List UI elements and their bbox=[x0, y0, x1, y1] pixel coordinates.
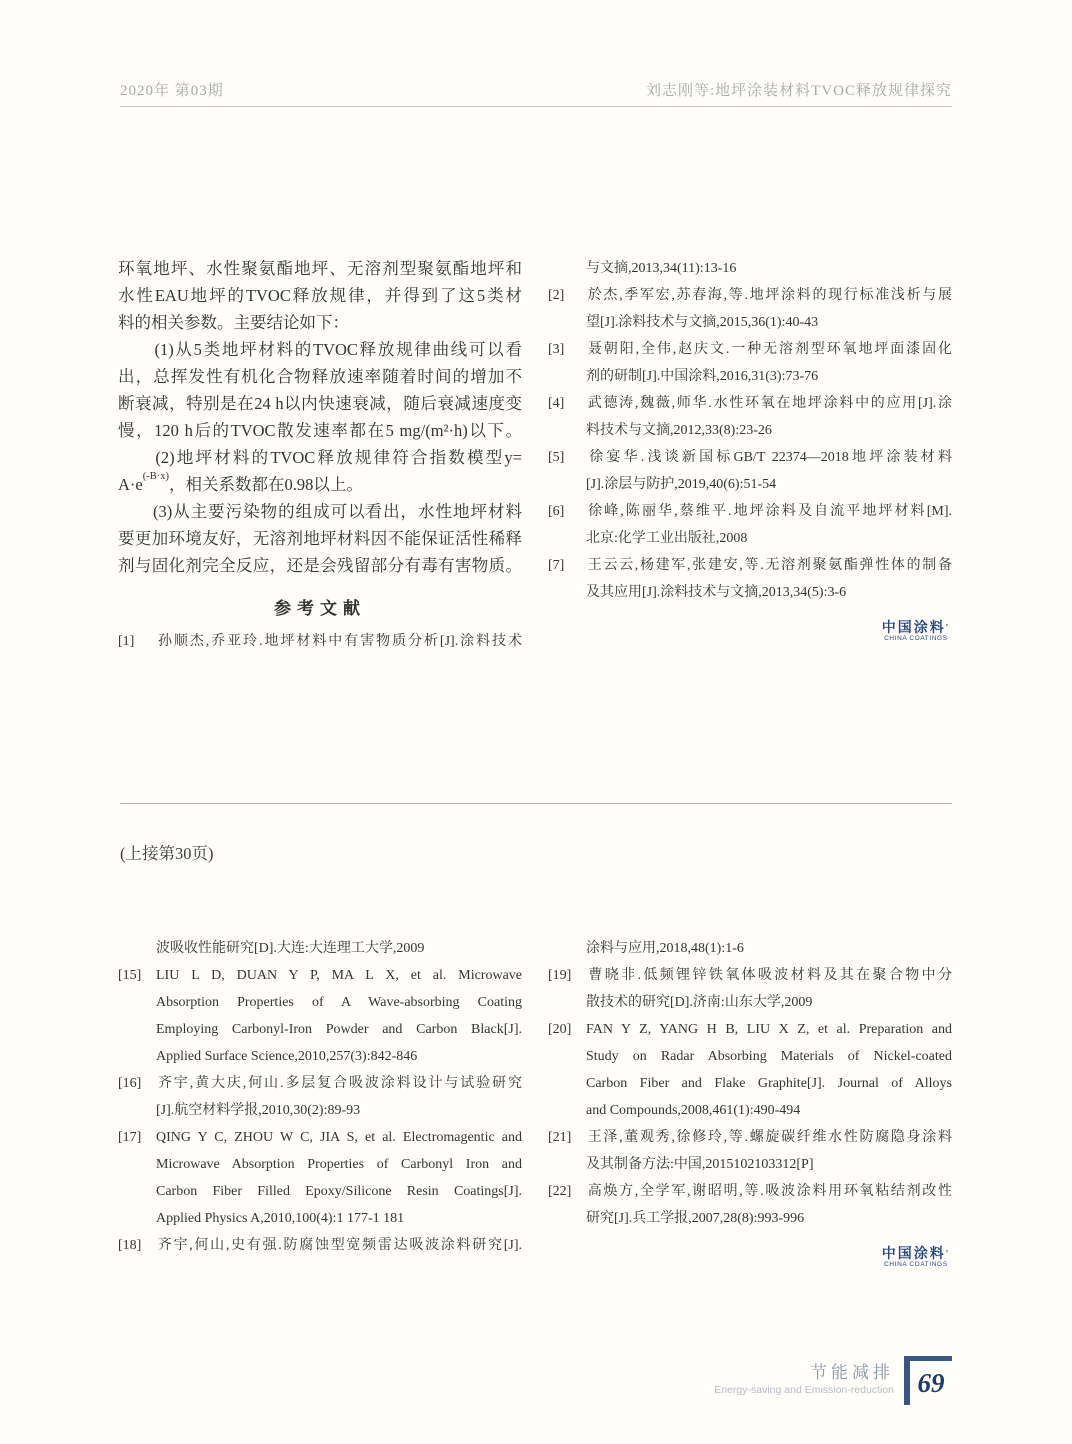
reference-item bbox=[548, 1178, 952, 1232]
text-line: 涂料与应用,2018,48(1):1-6 bbox=[586, 941, 744, 956]
text-line: [15] LIU L D, DUAN Y P, MA L X, et al. Microwave bbox=[118, 962, 522, 989]
text-line: 要更加环境友好，无溶剂地坪材料因不能保证活性稀释 bbox=[118, 529, 522, 548]
text-line: 散技术的研究[D].济南:山东大学,2009 bbox=[586, 995, 813, 1010]
references2-list-right bbox=[548, 935, 952, 1232]
reference-item bbox=[548, 962, 952, 1016]
trademark-mark: ’ bbox=[945, 1249, 950, 1258]
text-line: [4] 武德涛,魏薇,师华.水性环氧在地坪涂料中的应用[J].涂 bbox=[548, 390, 952, 417]
text-line: [J].涂层与防护,2019,40(6):51-54 bbox=[586, 477, 777, 492]
logo-text-en: CHINA COATINGS bbox=[884, 635, 948, 642]
reference-item bbox=[118, 962, 522, 1070]
text-line: 慢，120 h后的TVOC散发速率都在5 mg/(m²·h)以下。 bbox=[118, 421, 522, 440]
text-line: [J].航空材料学报,2010,30(2):89-93 bbox=[156, 1103, 361, 1118]
text-line: 研究[J].兵工学报,2007,28(8):993-996 bbox=[586, 1211, 805, 1226]
text-line: Study on Radar Absorbing Materials of Nickel-coated bbox=[586, 1049, 952, 1064]
reference-item bbox=[548, 498, 952, 552]
logo-text-cn: 中国涂料’ bbox=[881, 619, 950, 635]
page-footer bbox=[714, 1356, 952, 1405]
reference-item bbox=[548, 552, 952, 606]
china-coatings-logo bbox=[882, 620, 950, 643]
text-line: 水性EAU地坪的TVOC释放规律，并得到了这5类材 bbox=[118, 286, 522, 305]
text-line: [5] 徐宴华.浅谈新国标GB/T 22374—2018地坪涂装材料 bbox=[548, 444, 952, 471]
references2-list-left bbox=[118, 935, 522, 1259]
issue-label: 2020年 第03期 bbox=[120, 83, 224, 99]
footer-section-labels bbox=[714, 1356, 894, 1398]
text-line: Absorption Properties of A Wave-absorbing Coating bbox=[156, 995, 522, 1010]
section-title-cn: 节能减排 bbox=[810, 1363, 894, 1382]
references-heading: 参考文献 bbox=[274, 599, 366, 618]
text-line: Applied Physics A,2010,100(4):1 177-1 181 bbox=[156, 1211, 405, 1226]
reference-item bbox=[548, 336, 952, 390]
text-line: 及其制备方法:中国,2015102103312[P] bbox=[586, 1157, 814, 1172]
conclusion-text bbox=[118, 255, 522, 579]
logo-text-cn: 中国涂料’ bbox=[881, 1245, 950, 1261]
text-line: 与文摘,2013,34(11):13-16 bbox=[586, 261, 737, 276]
reference-item bbox=[118, 1124, 522, 1232]
china-coatings-logo-2 bbox=[882, 1246, 950, 1269]
trademark-mark: ’ bbox=[945, 623, 950, 632]
text-line: 波吸收性能研究[D].大连:大连理工大学,2009 bbox=[156, 941, 425, 956]
reference-number: [15] bbox=[118, 968, 142, 983]
page-number: 69 bbox=[917, 1367, 945, 1398]
text-line: and Compounds,2008,461(1):490-494 bbox=[586, 1103, 801, 1118]
text-line: 北京:化学工业出版社,2008 bbox=[586, 531, 748, 546]
text-line: 及其应用[J].涂料技术与文摘,2013,34(5):3-6 bbox=[586, 585, 847, 600]
text-line: [6] 徐峰,陈丽华,蔡维平.地坪涂料及自流平地坪材料[M]. bbox=[548, 498, 952, 525]
reference-item bbox=[118, 1232, 522, 1259]
text-line: 剂的研制[J].中国涂料,2016,31(3):73-76 bbox=[586, 369, 819, 384]
reference-number: [7] bbox=[548, 558, 565, 573]
page-number-box bbox=[904, 1356, 952, 1405]
reference-number: [5] bbox=[548, 450, 565, 465]
text-line: (3)从主要污染物的组成可以看出，水性地坪材料 bbox=[118, 502, 522, 521]
reference-number: [17] bbox=[118, 1130, 142, 1145]
text-line: 环氧地坪、水性聚氨酯地坪、无溶剂型聚氨酯地坪和 bbox=[118, 259, 522, 278]
reference-item bbox=[118, 628, 522, 655]
text-line: [20] FAN Y Z, YANG H B, LIU X Z, et al. Preparation and bbox=[548, 1016, 952, 1043]
references-list-left bbox=[118, 628, 522, 655]
reference-item bbox=[548, 1016, 952, 1124]
reference-item bbox=[118, 1070, 522, 1124]
running-title: 刘志刚等:地坪涂装材料TVOC释放规律探究 bbox=[645, 83, 952, 99]
text-line: (1)从5类地坪材料的TVOC释放规律曲线可以看 bbox=[118, 340, 522, 359]
text-line: Carbon Fiber and Flake Graphite[J]. Journal of Alloys bbox=[586, 1076, 952, 1091]
reference-number: [21] bbox=[548, 1130, 572, 1145]
text-line: [16] 齐宇,黄大庆,何山.多层复合吸波涂料设计与试验研究 bbox=[118, 1070, 522, 1097]
text-line: 望[J].涂料技术与文摘,2015,36(1):40-43 bbox=[586, 315, 819, 330]
text-line: 料的相关参数。主要结论如下： bbox=[118, 313, 349, 332]
reference-item bbox=[548, 390, 952, 444]
reference-item bbox=[548, 1124, 952, 1178]
section-title-en: Energy-saving and Emission-reduction bbox=[714, 1384, 894, 1396]
text-line: [17] QING Y C, ZHOU W C, JIA S, et al. Electromagentic and bbox=[118, 1124, 522, 1151]
text-line: [1] 孙顺杰,乔亚玲.地坪材料中有害物质分析[J].涂料技术 bbox=[118, 628, 522, 655]
reference-number: [2] bbox=[548, 288, 565, 303]
text-line: [22] 高焕方,全学军,谢昭明,等.吸波涂料用环氧粘结剂改性 bbox=[548, 1178, 952, 1205]
reference-number: [18] bbox=[118, 1238, 142, 1253]
references-list-right bbox=[548, 255, 952, 606]
text-line: [18] 齐宇,何山,史有强.防腐蚀型宽频雷达吸波涂料研究[J]. bbox=[118, 1232, 522, 1259]
text-line: [21] 王泽,董观秀,徐修玲,等.螺旋碳纤维水性防腐隐身涂料 bbox=[548, 1124, 952, 1151]
text-line: 出，总挥发性有机化合物释放速率随着时间的增加不 bbox=[118, 367, 522, 386]
reference-item bbox=[548, 255, 952, 282]
reference-number: [6] bbox=[548, 504, 565, 519]
text-line: Microwave Absorption Properties of Carbonyl Iron and bbox=[156, 1157, 522, 1172]
reference-item bbox=[548, 935, 952, 962]
text-line: 料技术与文摘,2012,33(8):23-26 bbox=[586, 423, 772, 438]
references2-column-left bbox=[118, 935, 522, 1259]
logo-text-en: CHINA COATINGS bbox=[884, 1261, 948, 1268]
continuation-note: (上接第30页) bbox=[120, 844, 214, 863]
text-line: 剂与固化剂完全反应，还是会残留部分有毒有害物质。 bbox=[118, 556, 522, 575]
reference-number: [1] bbox=[118, 634, 135, 649]
conclusion-column bbox=[118, 255, 522, 655]
superscript: (-B·x) bbox=[142, 471, 169, 482]
page-header bbox=[120, 72, 952, 107]
text-line: $A\cdot e^{(-B\cdot x)}$，相关系数都在0.98以上。 bbox=[118, 471, 363, 494]
reference-number: [3] bbox=[548, 342, 565, 357]
reference-number: [20] bbox=[548, 1022, 572, 1037]
text-line: [2] 於杰,季军宏,苏春海,等.地坪涂料的现行标准浅析与展 bbox=[548, 282, 952, 309]
references2-column-right bbox=[548, 935, 952, 1269]
text-line: (2)地坪材料的TVOC释放规律符合指数模型y= bbox=[118, 448, 522, 467]
text-line: 断衰减，特别是在24 h以内快速衰减，随后衰减速度变 bbox=[118, 394, 522, 413]
reference-item bbox=[548, 282, 952, 336]
text-line: [19] 曹晓非.低频锂锌铁氧体吸波材料及其在聚合物中分 bbox=[548, 962, 952, 989]
reference-number: [16] bbox=[118, 1076, 142, 1091]
text-line: [7] 王云云,杨建军,张建安,等.无溶剂聚氨酯弹性体的制备 bbox=[548, 552, 952, 579]
reference-number: [22] bbox=[548, 1184, 572, 1199]
reference-item bbox=[118, 935, 522, 962]
text-line: [3] 聂朝阳,全伟,赵庆文.一种无溶剂型环氧地坪面漆固化 bbox=[548, 336, 952, 363]
reference-number: [19] bbox=[548, 968, 572, 983]
reference-number: [4] bbox=[548, 396, 565, 411]
text-line: Employing Carbonyl-Iron Powder and Carbon Black[J]. bbox=[156, 1022, 522, 1037]
text-line: Carbon Fiber Filled Epoxy/Silicone Resin Coatings[J]. bbox=[156, 1184, 522, 1199]
reference-item bbox=[548, 444, 952, 498]
section-divider bbox=[120, 803, 952, 804]
text-line: Applied Surface Science,2010,257(3):842-846 bbox=[156, 1049, 418, 1064]
references-column-right bbox=[548, 255, 952, 643]
